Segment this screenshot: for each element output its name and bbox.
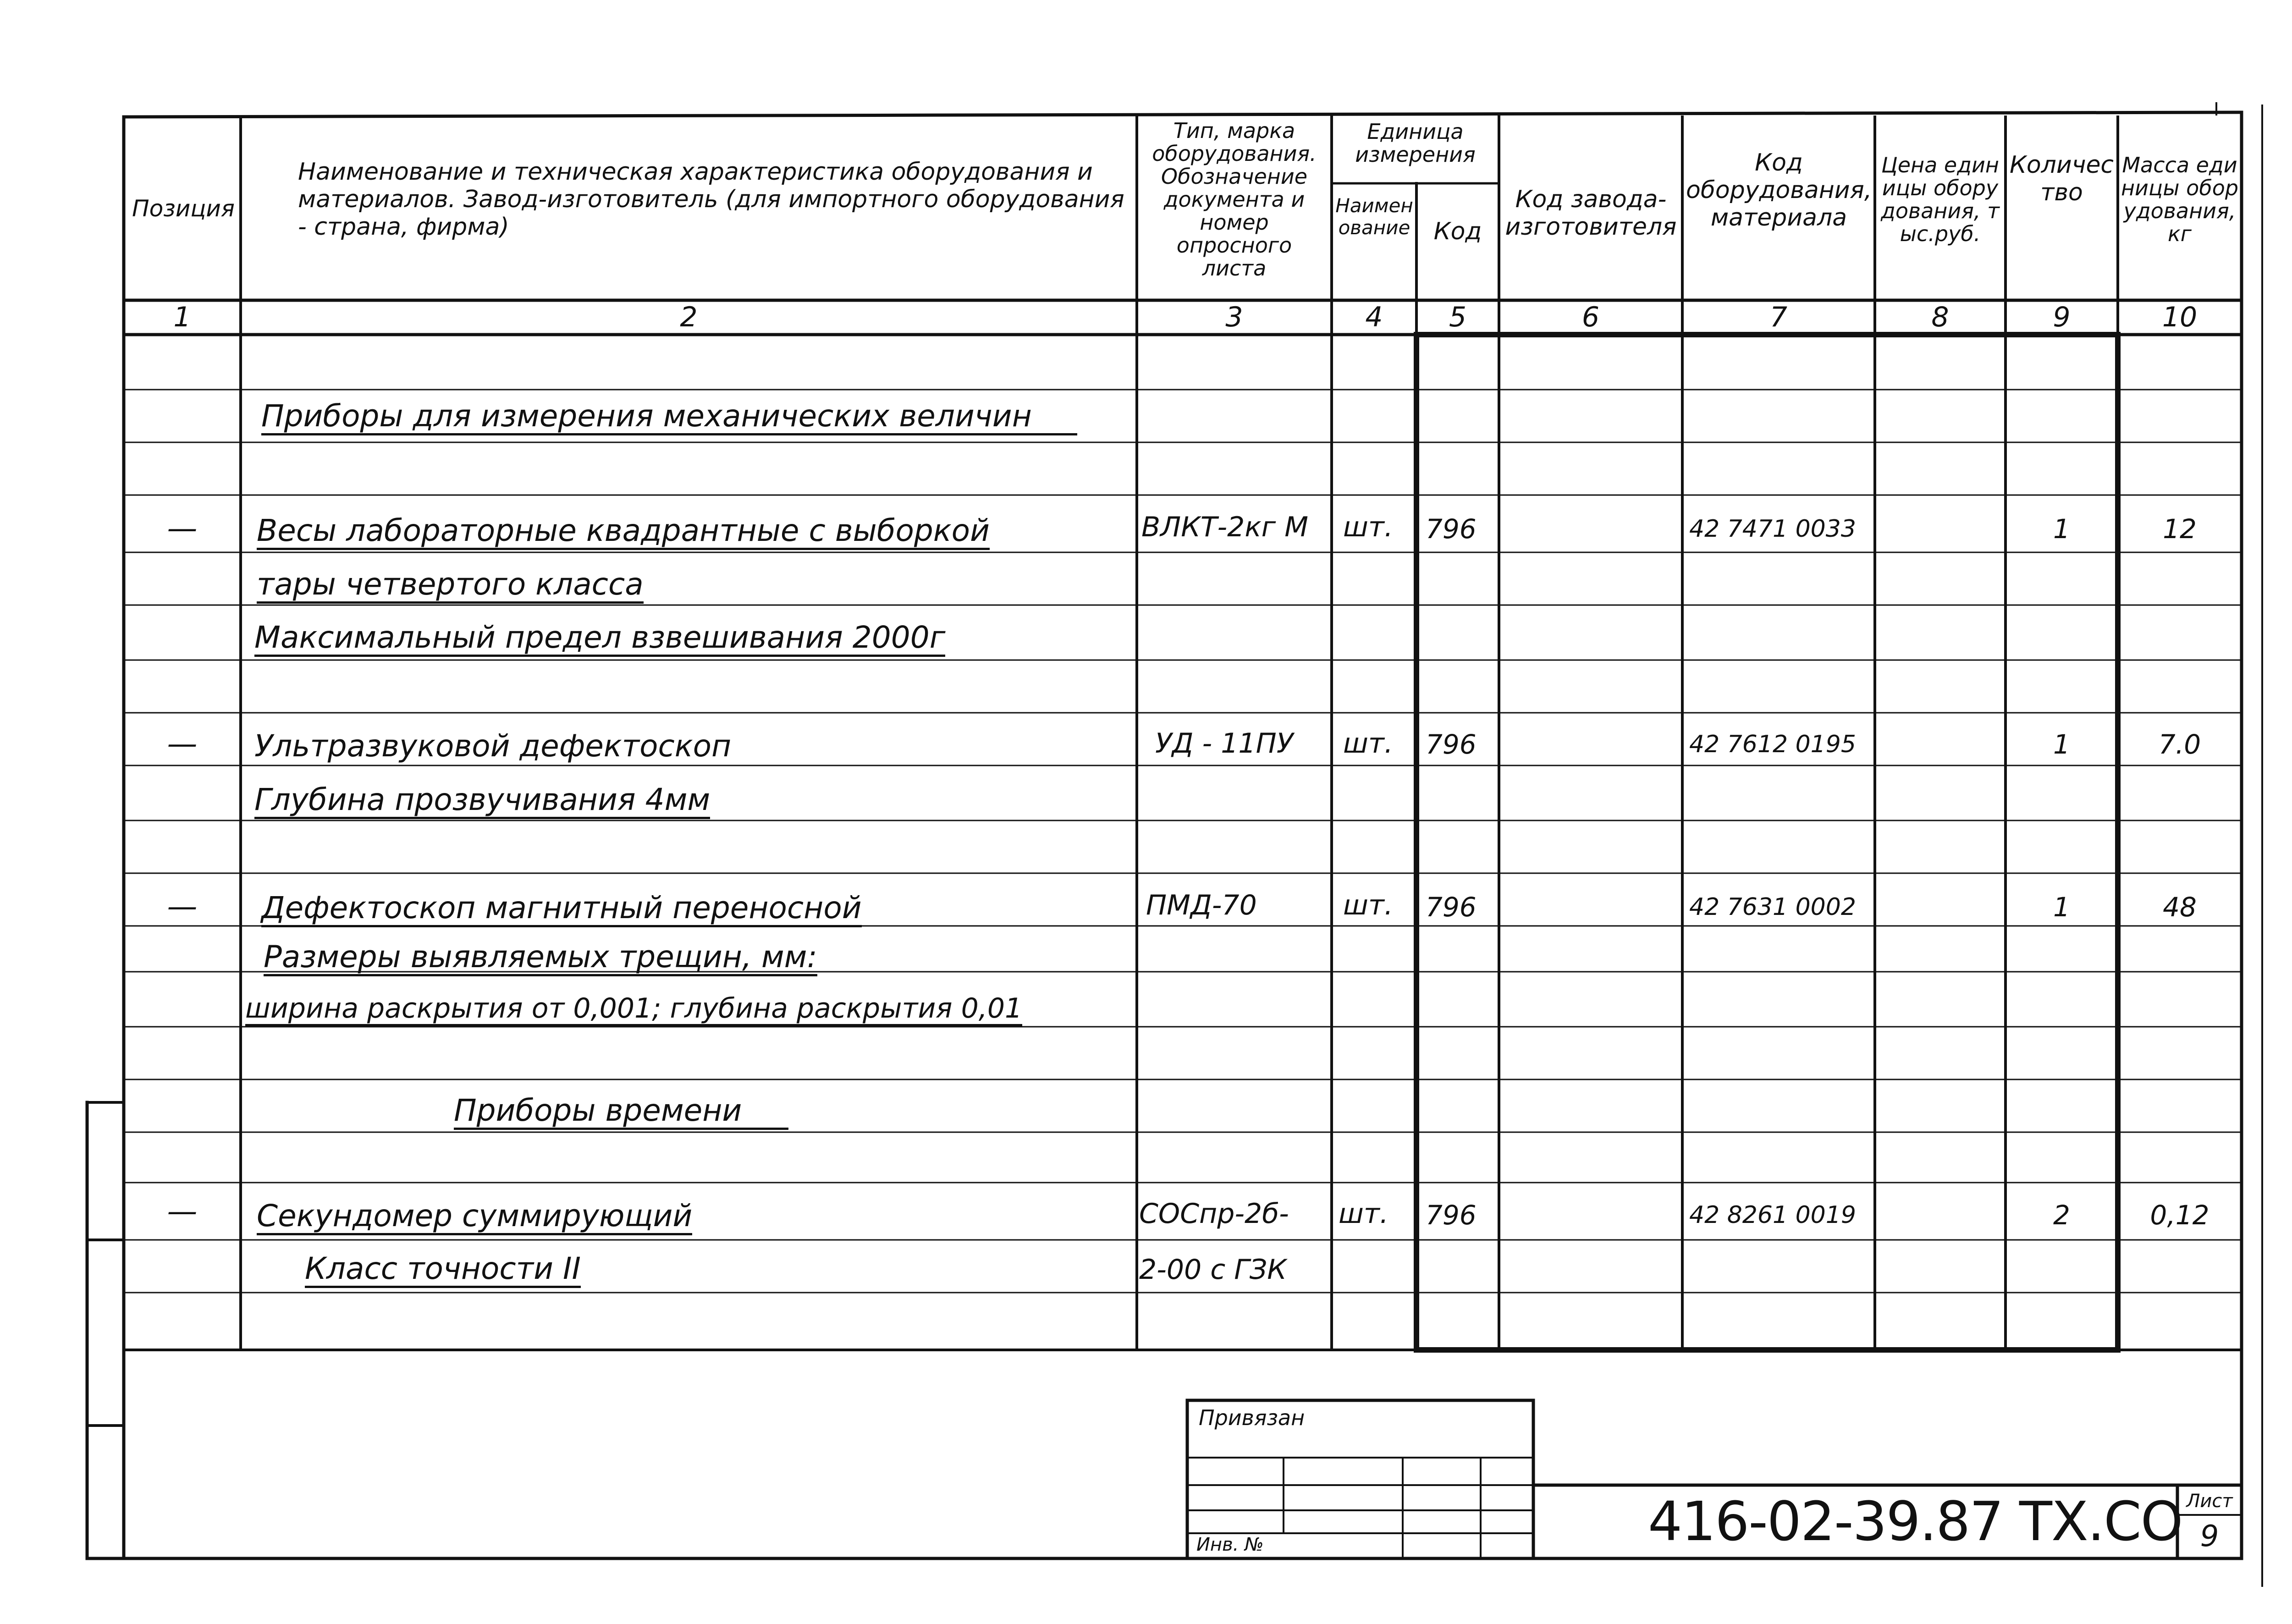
item-3-unit-code: 796 — [1426, 892, 1477, 923]
item-3-mass: 48 — [2163, 892, 2197, 923]
item-4-type-line-2: 2-00 с ГЗК — [1139, 1254, 1287, 1286]
header-price: Цена единицы оборудования, тыс.руб. — [1881, 153, 2000, 246]
item-1-unit-code: 796 — [1426, 513, 1477, 545]
document-code: 416-02-39.87 ТХ.СО — [1648, 1490, 2182, 1553]
item-1-mass: 12 — [2163, 513, 2197, 545]
item-2-line-2: Глубина прозвучивания 4мм — [254, 785, 710, 819]
item-1-line-1: Весы лабораторные квадрантные с выборкой — [257, 516, 990, 550]
item-4-position: — — [167, 1194, 198, 1229]
item-1-line-3: Максимальный предел взвешивания 2000г — [254, 622, 945, 657]
item-4-equipment-code: 42 8261 0019 — [1689, 1201, 1856, 1229]
item-1-unit: шт. — [1343, 511, 1393, 543]
item-3-quantity: 1 — [2053, 892, 2070, 923]
item-1-equipment-code: 42 7471 0033 — [1689, 515, 1856, 543]
stamp-bound-label: Привязан — [1199, 1405, 1305, 1430]
item-3-equipment-code: 42 7631 0002 — [1689, 893, 1856, 921]
header-plant-code: Код завода-изготовителя — [1505, 186, 1677, 241]
item-2-position: — — [167, 726, 198, 761]
item-1-quantity: 1 — [2053, 513, 2070, 545]
sheet-label: Лист — [2186, 1491, 2233, 1512]
header-unit: Единица измерения — [1355, 119, 1476, 167]
item-3-line-3: ширина раскрытия от 0,001; глубина раскрытия 0,01 — [245, 995, 1022, 1026]
item-2-unit-code: 796 — [1426, 729, 1477, 760]
header-type: Тип, марка оборудования. Обозначение документа и номер опросного листа — [1152, 118, 1317, 281]
item-1-type: ВЛКТ-2кг М — [1141, 511, 1308, 543]
col-num-8: 8 — [1931, 301, 1949, 333]
col-num-4: 4 — [1365, 301, 1383, 333]
item-2-mass: 7.0 — [2158, 729, 2201, 760]
item-2-equipment-code: 42 7612 0195 — [1689, 731, 1856, 758]
header-unit-name: Наименование — [1335, 194, 1413, 239]
col-num-6: 6 — [1581, 301, 1600, 333]
item-2-quantity: 1 — [2053, 729, 2070, 760]
header-quantity: Количество — [2009, 151, 2114, 206]
item-2-line-1: Ультразвуковой дефектоскоп — [254, 728, 732, 764]
item-3-position: — — [167, 889, 198, 924]
section-title-mechanical: Приборы для измерения механических величин — [261, 401, 1077, 435]
item-4-mass: 0,12 — [2150, 1200, 2209, 1231]
header-name: Наименование и техническая характеристика оборудования и материалов. Завод-изготовитель (для импортного оборудования - страна, фирма) — [298, 158, 1124, 241]
item-2-type: УД - 11ПУ — [1155, 727, 1294, 760]
col-num-10: 10 — [2162, 301, 2198, 333]
col-num-9: 9 — [2053, 301, 2071, 333]
item-4-quantity: 2 — [2053, 1200, 2070, 1231]
item-3-line-2: Размеры выявляемых трещин, мм: — [264, 942, 817, 976]
stamp-inventory-label: Инв. № — [1196, 1534, 1264, 1555]
item-1-line-2: тары четвертого класса — [257, 569, 644, 604]
col-num-3: 3 — [1225, 301, 1243, 333]
item-4-line-1: Секундомер суммирующий — [257, 1201, 692, 1235]
item-2-unit: шт. — [1343, 727, 1393, 760]
col-num-1: 1 — [173, 301, 191, 333]
item-3-line-1: Дефектоскоп магнитный переносной — [261, 893, 862, 927]
header-equipment-code: Код оборудования, материала — [1686, 149, 1872, 231]
item-1-position: — — [167, 511, 198, 546]
col-num-7: 7 — [1769, 301, 1788, 333]
item-4-unit: шт. — [1339, 1198, 1388, 1230]
sheet-number: 9 — [2200, 1519, 2219, 1553]
item-3-unit: шт. — [1343, 889, 1393, 921]
item-4-type-line-1: СОСпр-2б- — [1139, 1198, 1289, 1230]
col-num-2: 2 — [680, 301, 698, 333]
header-position: Позиция — [132, 195, 235, 222]
section-title-time: Приборы времени — [454, 1096, 788, 1130]
header-unit-code: Код — [1433, 218, 1482, 245]
col-num-5: 5 — [1449, 301, 1467, 333]
item-4-unit-code: 796 — [1426, 1200, 1477, 1231]
item-3-type: ПМД-70 — [1146, 889, 1257, 921]
item-4-line-2: Класс точности II — [305, 1254, 581, 1288]
header-mass: Масса единицы оборудования, кг — [2121, 153, 2239, 246]
